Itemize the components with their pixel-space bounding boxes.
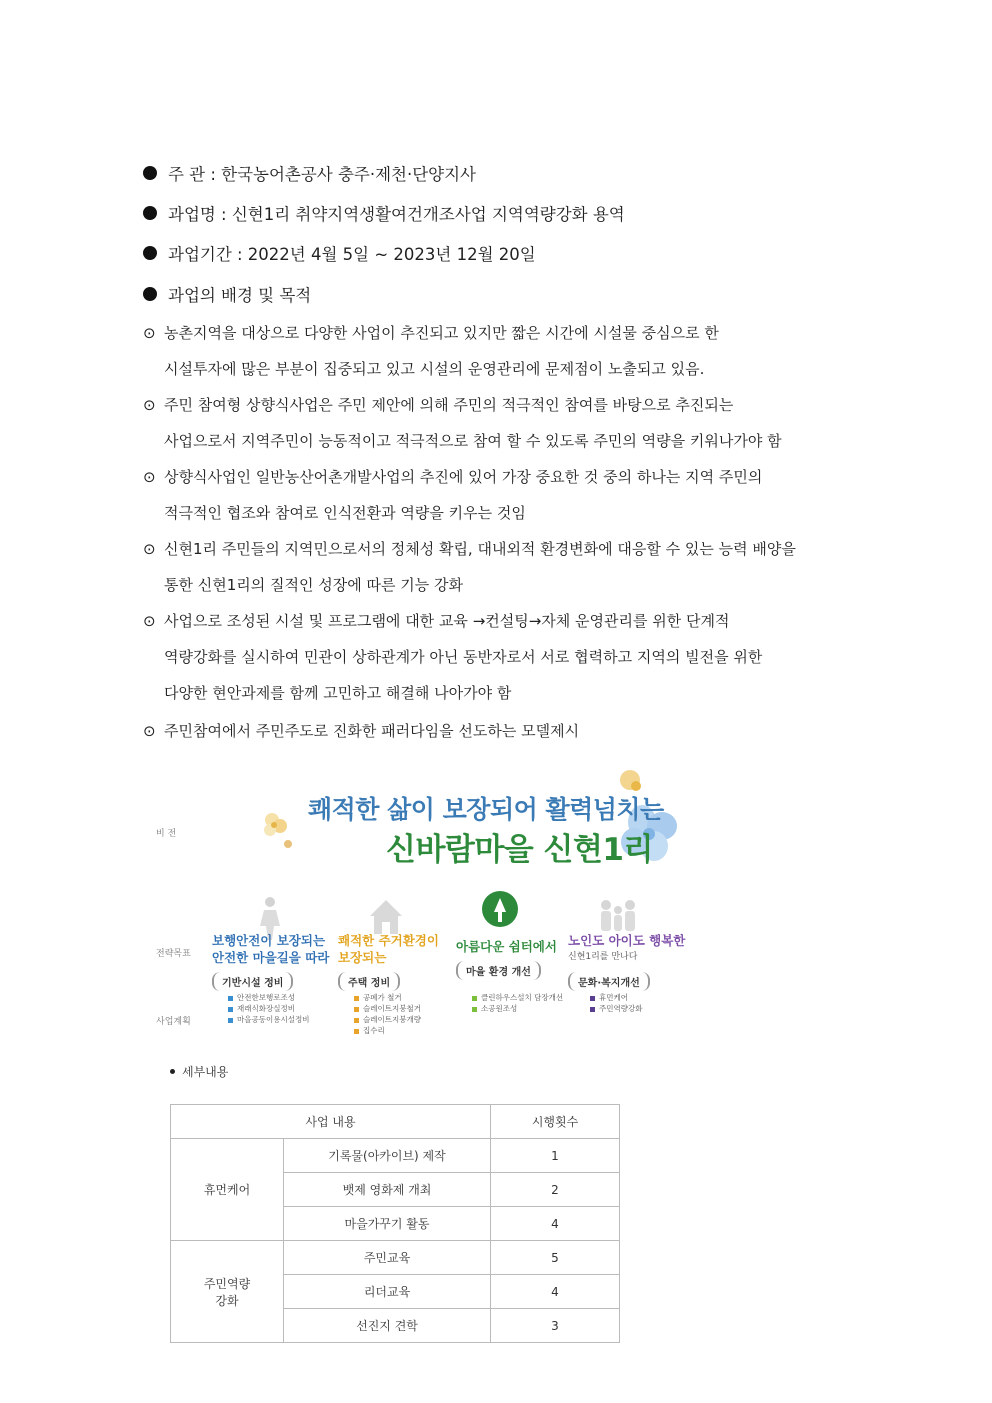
goal-2 xyxy=(338,932,460,991)
plan-item: 주민역량강화 xyxy=(590,1003,642,1014)
goal-1-title-a: 보행안전이 보장되는 xyxy=(212,933,326,948)
goal-3-tag: 마을 환경 개선 xyxy=(456,961,541,980)
plan-item: 재래식화장실정비 xyxy=(228,1003,309,1014)
goal-2-title-b: 보장되는 xyxy=(338,950,387,965)
count-cell: 3 xyxy=(491,1309,620,1343)
goal-3 xyxy=(456,938,578,980)
host-text: 주 관 : 한국농어촌공사 충주·제천·단양지사 xyxy=(168,165,476,184)
plan-item: 슬레이트지붕철거 xyxy=(354,1003,421,1014)
project-name-item xyxy=(143,200,625,226)
small-flower-icon xyxy=(258,806,298,850)
plan-item: 안전한보행로조성 xyxy=(228,992,309,1003)
goal-3-title-a: 아름다운 쉼터에서 xyxy=(456,939,557,954)
house-icon xyxy=(366,896,406,936)
purpose-item-1: ⊙ 농촌지역을 대상으로 다양한 사업이 추진되고 있지만 짧은 시간에 시설물 중심으로 한 xyxy=(143,324,719,342)
item-cell: 주민교육 xyxy=(284,1241,491,1275)
vision-line-1: 쾌적한 삶이 보장되어 활력넘치는 xyxy=(308,795,664,824)
group-name-cell: 주민역량 강화 xyxy=(171,1241,284,1343)
family-icon xyxy=(596,898,640,932)
item-cell: 뱃제 영화제 개최 xyxy=(284,1173,491,1207)
plan-item: 휴먼케어 xyxy=(590,992,642,1003)
col-header-count: 시행횟수 xyxy=(491,1105,620,1139)
detail-table xyxy=(170,1104,620,1343)
plan-item: 소공원조성 xyxy=(472,1003,563,1014)
project-period-text: 과업기간 : 2022년 4월 5일 ~ 2023년 12월 20일 xyxy=(168,245,536,264)
vision-diagram xyxy=(150,760,690,1060)
goal-4-plans xyxy=(590,992,642,1014)
plan-label: 사업계획 xyxy=(156,1017,191,1027)
table-header-row xyxy=(171,1105,620,1139)
purpose-item-5-cont: 역량강화를 실시하여 민관이 상하관계가 아닌 동반자로서 서로 협력하고 지역의 빌전을 위한 xyxy=(164,648,763,666)
bullet-dot-icon xyxy=(143,206,157,220)
circle-dot-icon: ⊙ xyxy=(143,540,156,558)
item-cell: 리더교육 xyxy=(284,1275,491,1309)
plan-item: 슬레이트지붕개량 xyxy=(354,1014,421,1025)
background-purpose-heading xyxy=(143,281,311,307)
circle-dot-icon: ⊙ xyxy=(143,324,156,342)
item-cell: 기록물(아카이브) 제작 xyxy=(284,1139,491,1173)
count-cell: 5 xyxy=(491,1241,620,1275)
count-cell: 1 xyxy=(491,1139,620,1173)
goal-2-plans xyxy=(354,992,421,1036)
group-name-cell: 휴먼케어 xyxy=(171,1139,284,1241)
background-purpose-text: 과업의 배경 및 목적 xyxy=(168,286,312,305)
goal-1-plans xyxy=(228,992,309,1025)
plan-item: 집수리 xyxy=(354,1025,421,1036)
goal-4-title-a: 노인도 아이도 행복한 xyxy=(568,933,686,948)
goal-3-plans xyxy=(472,992,563,1014)
host-item xyxy=(143,160,476,186)
circle-dot-icon: ⊙ xyxy=(143,722,156,740)
bullet-dot-icon xyxy=(143,166,157,180)
purpose-item-5-cont2: 다양한 현안과제를 함께 고민하고 해결해 나아가야 함 xyxy=(164,684,512,702)
purpose-item-2-cont: 사업으로서 지역주민이 능동적이고 적극적으로 참여 할 수 있도록 주민의 역량을 키워나가야 함 xyxy=(164,432,782,450)
count-cell: 4 xyxy=(491,1207,620,1241)
bullet-dot-icon xyxy=(170,1069,175,1074)
purpose-item-1-cont: 시설투자에 많은 부분이 집중되고 있고 시설의 운영관리에 문제점이 노출되고 있음. xyxy=(164,360,705,378)
bullet-dot-icon xyxy=(143,287,157,301)
circle-dot-icon: ⊙ xyxy=(143,396,156,414)
plan-item: 공폐가 철거 xyxy=(354,992,421,1003)
count-cell: 2 xyxy=(491,1173,620,1207)
goal-2-title-a: 쾌적한 주거환경이 xyxy=(338,933,439,948)
purpose-item-5: ⊙ 사업으로 조성된 시설 및 프로그램에 대한 교육 →컨설팅→자체 운영관리를 위한 단계적 xyxy=(143,612,730,630)
goal-4-tag: 문화·복지개선 xyxy=(568,972,650,991)
count-cell: 4 xyxy=(491,1275,620,1309)
purpose-item-3-cont: 적극적인 협조와 참여로 인식전환과 역량을 키우는 것임 xyxy=(164,504,526,522)
vision-line-2: 신바람마을 신현1리 xyxy=(386,832,653,868)
goal-2-tag: 주택 정비 xyxy=(338,972,400,991)
purpose-item-4: ⊙ 신현1리 주민들의 지역민으로서의 정체성 확립, 대내외적 환경변화에 대응할 수 있는 능력 배양을 xyxy=(143,540,796,558)
goal-1 xyxy=(212,932,334,991)
purpose-item-3: ⊙ 상향식사업인 일반농산어촌개발사업의 추진에 있어 가장 중요한 것 중의 하나는 지역 주민의 xyxy=(143,468,763,486)
tree-icon xyxy=(480,890,520,934)
vision-label: 비 전 xyxy=(156,829,177,839)
purpose-item-4-cont: 통한 신현1리의 질적인 성장에 따른 기능 강화 xyxy=(164,576,463,594)
table-row xyxy=(171,1241,620,1275)
goal-1-title-b: 안전한 마을길을 따라 xyxy=(212,950,330,965)
item-cell: 마을가꾸기 활동 xyxy=(284,1207,491,1241)
circle-dot-icon: ⊙ xyxy=(143,612,156,630)
project-period-item xyxy=(143,240,536,266)
table-row xyxy=(171,1139,620,1173)
col-header-content: 사업 내용 xyxy=(171,1105,491,1139)
circle-dot-icon: ⊙ xyxy=(143,468,156,486)
purpose-item-6: ⊙ 주민참여에서 주민주도로 진화한 패러다임을 선도하는 모델제시 xyxy=(143,722,580,740)
goal-4-title-b: 신현1리를 만나다 xyxy=(568,952,638,962)
bullet-dot-icon xyxy=(143,246,157,260)
purpose-item-2: ⊙ 주민 참여형 상향식사업은 주민 제안에 의해 주민의 적극적인 참여를 바탕으로 추진되는 xyxy=(143,396,734,414)
project-name-text: 과업명 : 신현1리 취약지역생활여건개조사업 지역역량강화 용역 xyxy=(168,205,625,224)
plan-item: 마을공동이용시설정비 xyxy=(228,1014,309,1025)
goal-label: 전략목표 xyxy=(156,949,191,959)
plan-item: 클린하우스설치 담장개선 xyxy=(472,992,563,1003)
detail-heading: 세부내용 xyxy=(170,1063,228,1080)
item-cell: 선진지 견학 xyxy=(284,1309,491,1343)
goal-1-tag: 기반시설 정비 xyxy=(212,972,293,991)
goal-4 xyxy=(568,932,690,991)
